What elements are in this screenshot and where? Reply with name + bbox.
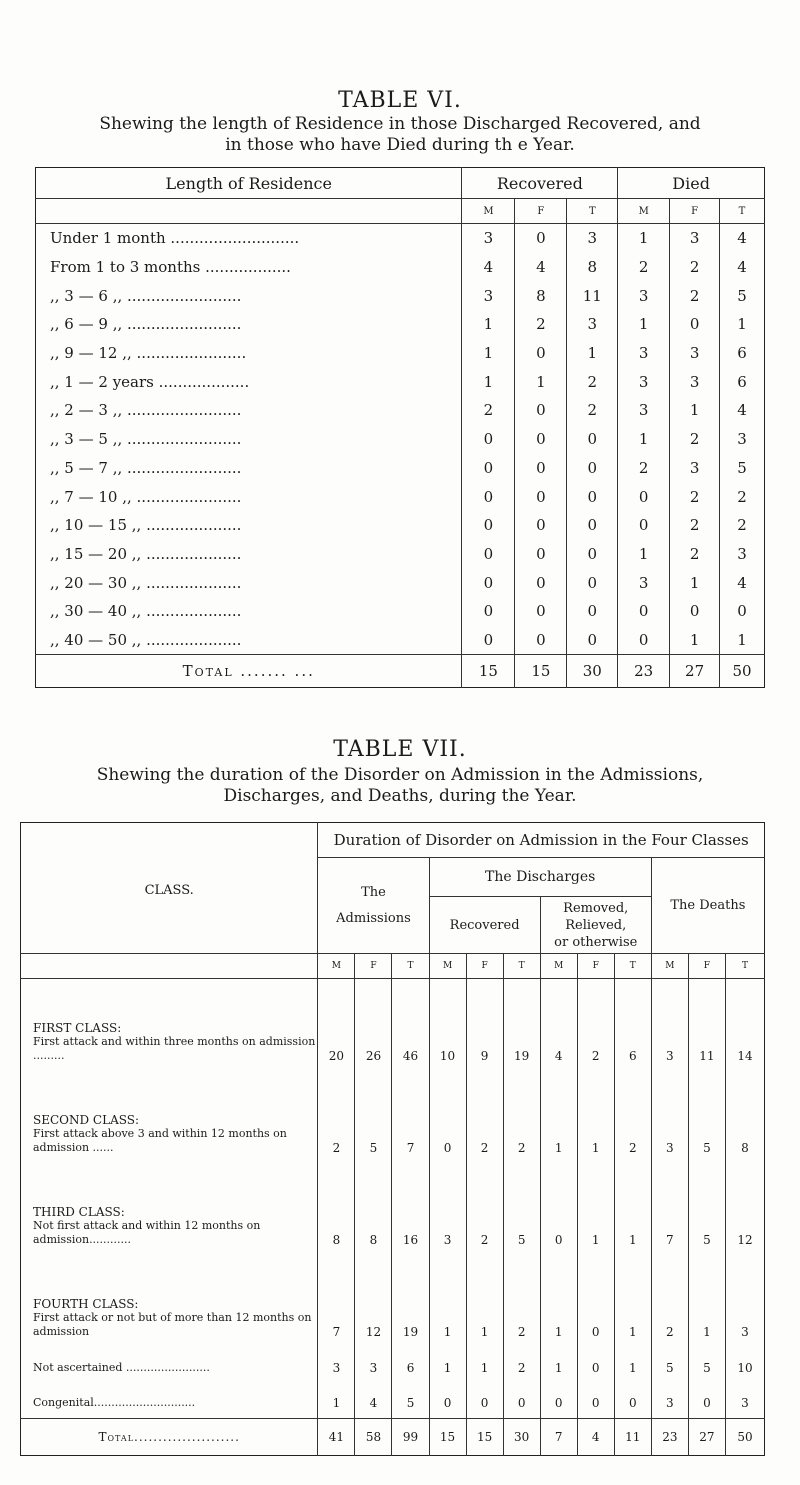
- cell-value: 0: [462, 626, 515, 655]
- cell-value: 0: [567, 511, 618, 540]
- cell-value: 4: [515, 253, 567, 282]
- cell-value: 2: [577, 979, 614, 1071]
- residence-label: ,, 1 — 2 years ...................: [50, 372, 250, 391]
- header-died-t: T: [720, 199, 765, 224]
- class-label: [21, 1347, 318, 1383]
- total-value: 4: [577, 1419, 614, 1456]
- header-blank: [36, 199, 462, 224]
- cell-value: 2: [618, 454, 670, 483]
- table-row: [36, 597, 765, 626]
- cell-value: 4: [720, 568, 765, 597]
- cell-value: 0: [567, 597, 618, 626]
- class-label: [21, 1163, 318, 1255]
- cell-value: 1: [515, 367, 567, 396]
- cell-value: 1: [429, 1347, 466, 1383]
- cell-value: 3: [670, 339, 720, 368]
- table-row: [36, 626, 765, 655]
- cell-value: 0: [462, 454, 515, 483]
- total-value: 7: [540, 1419, 577, 1456]
- total-value: 15: [466, 1419, 503, 1456]
- table-vii: [20, 822, 765, 1456]
- cell-value: 2: [466, 1071, 503, 1163]
- header-f: F: [688, 954, 725, 979]
- cell-value: 5: [720, 454, 765, 483]
- header-admissions-line-2: Admissions: [336, 910, 411, 926]
- class-description: Congenital.............................: [33, 1396, 196, 1409]
- cell-value: 1: [720, 310, 765, 339]
- cell-value: 46: [392, 979, 429, 1071]
- cell-value: 2: [670, 511, 720, 540]
- cell-value: 2: [466, 1163, 503, 1255]
- cell-value: 2: [318, 1071, 355, 1163]
- cell-value: 5: [503, 1163, 540, 1255]
- table-row: [36, 540, 765, 569]
- cell-value: 0: [466, 1383, 503, 1419]
- cell-value: 4: [720, 224, 765, 253]
- cell-value: 6: [720, 367, 765, 396]
- cell-value: 5: [720, 281, 765, 310]
- cell-value: 0: [688, 1383, 725, 1419]
- cell-value: 3: [670, 367, 720, 396]
- cell-value: 7: [318, 1255, 355, 1347]
- header-m: M: [540, 954, 577, 979]
- cell-value: 0: [503, 1383, 540, 1419]
- cell-value: 1: [429, 1255, 466, 1347]
- cell-value: 5: [651, 1347, 688, 1383]
- cell-value: 2: [462, 396, 515, 425]
- table-row: [21, 1071, 765, 1163]
- cell-value: 2: [614, 1071, 651, 1163]
- cell-value: 0: [540, 1163, 577, 1255]
- total-value: 99: [392, 1419, 429, 1456]
- cell-value: 0: [515, 224, 567, 253]
- residence-label: Under 1 month ...........................: [50, 229, 300, 248]
- cell-value: 26: [355, 979, 392, 1071]
- cell-value: 0: [567, 568, 618, 597]
- cell-value: 1: [540, 1255, 577, 1347]
- cell-value: 1: [318, 1383, 355, 1419]
- table-row: [36, 339, 765, 368]
- residence-label: ,, 5 — 7 ,, ........................: [50, 458, 242, 477]
- table-vi: [35, 167, 765, 688]
- cell-value: 3: [355, 1347, 392, 1383]
- cell-value: 4: [720, 396, 765, 425]
- header-t: T: [392, 954, 429, 979]
- cell-value: 2: [670, 281, 720, 310]
- cell-value: 2: [651, 1255, 688, 1347]
- table-row: [21, 979, 765, 1071]
- class-description: Not ascertained ........................: [33, 1360, 210, 1374]
- cell-value: 0: [462, 425, 515, 454]
- cell-value: 1: [540, 1071, 577, 1163]
- table-row: [36, 367, 765, 396]
- cell-value: 7: [651, 1163, 688, 1255]
- table-row: [21, 1255, 765, 1347]
- residence-label: ,, 6 — 9 ,, ........................: [50, 315, 242, 334]
- class-label: [21, 979, 318, 1071]
- table-row: [36, 425, 765, 454]
- cell-value: 0: [462, 482, 515, 511]
- cell-value: 1: [614, 1255, 651, 1347]
- cell-value: 1: [670, 396, 720, 425]
- header-recovered-m: M: [462, 199, 515, 224]
- table-row: [36, 454, 765, 483]
- table-row: [36, 224, 765, 253]
- cell-value: 2: [503, 1347, 540, 1383]
- cell-value: 3: [725, 1383, 764, 1419]
- total-value: 27: [670, 655, 720, 688]
- header-removed-line-1: Removed,: [563, 900, 629, 916]
- residence-label: ,, 10 — 15 ,, ....................: [50, 516, 242, 535]
- cell-value: 8: [567, 253, 618, 282]
- cell-value: 11: [567, 281, 618, 310]
- cell-value: 3: [618, 568, 670, 597]
- cell-value: 0: [462, 511, 515, 540]
- cell-value: 10: [725, 1347, 764, 1383]
- header-t: T: [614, 954, 651, 979]
- cell-value: 1: [688, 1255, 725, 1347]
- header-m: M: [318, 954, 355, 979]
- cell-value: 9: [466, 979, 503, 1071]
- cell-value: 5: [688, 1347, 725, 1383]
- header-removed: [540, 897, 651, 954]
- class-description: First attack above 3 and within 12 months on admission ......: [33, 1126, 287, 1154]
- header-m: M: [429, 954, 466, 979]
- cell-value: 3: [651, 1383, 688, 1419]
- cell-value: 0: [577, 1383, 614, 1419]
- header-recovered-t: T: [567, 199, 618, 224]
- table-vi-subtitle-line-2: in those who have Died during th e Year.: [225, 135, 575, 155]
- table-vi-title: TABLE VI.: [338, 88, 462, 113]
- cell-value: 0: [670, 597, 720, 626]
- cell-value: 3: [651, 1071, 688, 1163]
- cell-value: 1: [577, 1071, 614, 1163]
- header-f: F: [355, 954, 392, 979]
- total-value: 15: [515, 655, 567, 688]
- total-value: 15: [462, 655, 515, 688]
- cell-value: 1: [670, 626, 720, 655]
- cell-value: 5: [355, 1071, 392, 1163]
- cell-value: 1: [577, 1163, 614, 1255]
- table-row: [36, 482, 765, 511]
- cell-value: 1: [670, 568, 720, 597]
- cell-value: 0: [618, 511, 670, 540]
- cell-value: 5: [392, 1383, 429, 1419]
- header-length-of-residence: Length of Residence: [165, 173, 332, 193]
- cell-value: 19: [392, 1255, 429, 1347]
- cell-value: 3: [462, 224, 515, 253]
- table-row: [21, 1163, 765, 1255]
- cell-value: 6: [614, 979, 651, 1071]
- class-description: First attack and within three months on admission .........: [33, 1034, 316, 1062]
- cell-value: 0: [540, 1383, 577, 1419]
- cell-value: 0: [567, 482, 618, 511]
- cell-value: 2: [515, 310, 567, 339]
- total-value: 27: [688, 1419, 725, 1456]
- cell-value: 1: [614, 1347, 651, 1383]
- cell-value: 0: [515, 540, 567, 569]
- cell-value: 1: [614, 1163, 651, 1255]
- residence-label: ,, 20 — 30 ,, ....................: [50, 573, 242, 592]
- cell-value: 14: [725, 979, 764, 1071]
- cell-value: 3: [618, 281, 670, 310]
- class-group-name: FIRST CLASS:: [33, 1020, 122, 1035]
- cell-value: 0: [670, 310, 720, 339]
- table-row: [36, 253, 765, 282]
- cell-value: 2: [670, 540, 720, 569]
- cell-value: 0: [515, 425, 567, 454]
- cell-value: 0: [567, 425, 618, 454]
- cell-value: 0: [429, 1071, 466, 1163]
- header-deaths: The Deaths: [651, 858, 764, 954]
- cell-value: 0: [515, 568, 567, 597]
- cell-value: 16: [392, 1163, 429, 1255]
- cell-value: 3: [651, 979, 688, 1071]
- cell-value: 3: [567, 224, 618, 253]
- table-row: [36, 396, 765, 425]
- header-recovered: Recovered: [462, 168, 618, 199]
- class-group-name: THIRD CLASS:: [33, 1204, 125, 1219]
- cell-value: 1: [462, 339, 515, 368]
- table-row: [21, 1347, 765, 1383]
- cell-value: 20: [318, 979, 355, 1071]
- cell-value: 0: [515, 339, 567, 368]
- cell-value: 10: [429, 979, 466, 1071]
- residence-label: ,, 3 — 5 ,, ........................: [50, 430, 242, 449]
- cell-value: 0: [462, 568, 515, 597]
- cell-value: 0: [567, 454, 618, 483]
- cell-value: 2: [670, 425, 720, 454]
- cell-value: 3: [720, 425, 765, 454]
- cell-value: 12: [725, 1163, 764, 1255]
- cell-value: 0: [577, 1255, 614, 1347]
- cell-value: 4: [355, 1383, 392, 1419]
- total-value: 15: [429, 1419, 466, 1456]
- cell-value: 0: [515, 396, 567, 425]
- cell-value: 3: [618, 396, 670, 425]
- cell-value: 0: [515, 511, 567, 540]
- cell-value: 19: [503, 979, 540, 1071]
- cell-value: 0: [429, 1383, 466, 1419]
- table-row: [36, 568, 765, 597]
- header-recovered-f: F: [515, 199, 567, 224]
- cell-value: 1: [618, 310, 670, 339]
- cell-value: 1: [618, 224, 670, 253]
- cell-value: 0: [577, 1347, 614, 1383]
- table-vii-subtitle-line-1: Shewing the duration of the Disorder on Admission in the Admissions,: [96, 765, 704, 785]
- cell-value: 0: [614, 1383, 651, 1419]
- cell-value: 0: [618, 626, 670, 655]
- header-removed-line-3: or otherwise: [554, 934, 638, 950]
- cell-value: 3: [429, 1163, 466, 1255]
- cell-value: 3: [670, 224, 720, 253]
- header-t: T: [503, 954, 540, 979]
- table-vi-total-row: [36, 655, 765, 688]
- cell-value: 3: [618, 339, 670, 368]
- cell-value: 0: [515, 454, 567, 483]
- cell-value: 0: [515, 482, 567, 511]
- table-row: [36, 310, 765, 339]
- class-group-name: SECOND CLASS:: [33, 1112, 140, 1127]
- cell-value: 3: [670, 454, 720, 483]
- cell-value: 0: [618, 482, 670, 511]
- cell-value: 7: [392, 1071, 429, 1163]
- residence-label: ,, 2 — 3 ,, ........................: [50, 401, 242, 420]
- cell-value: 1: [567, 339, 618, 368]
- total-value: 41: [318, 1419, 355, 1456]
- header-f: F: [577, 954, 614, 979]
- header-admissions-line-1: The: [361, 884, 386, 900]
- header-removed-line-2: Relieved,: [565, 917, 627, 933]
- class-label: [21, 1383, 318, 1419]
- header-class: CLASS.: [21, 823, 318, 954]
- table-vii-title: TABLE VII.: [333, 737, 467, 762]
- cell-value: 3: [318, 1347, 355, 1383]
- cell-value: 8: [725, 1071, 764, 1163]
- table-vii-subtitle-line-2: Discharges, and Deaths, during the Year.: [223, 786, 577, 806]
- cell-value: 2: [670, 253, 720, 282]
- total-value: 50: [720, 655, 765, 688]
- cell-value: 1: [466, 1347, 503, 1383]
- residence-label: ,, 9 — 12 ,, .......................: [50, 344, 247, 363]
- table-vii-subtitle: [0, 765, 800, 807]
- cell-value: 0: [618, 597, 670, 626]
- total-label: Total ....... ...: [36, 655, 462, 688]
- cell-value: 6: [392, 1347, 429, 1383]
- residence-label: ,, 40 — 50 ,, ....................: [50, 630, 242, 649]
- cell-value: 3: [618, 367, 670, 396]
- cell-value: 3: [567, 310, 618, 339]
- total-value: 11: [614, 1419, 651, 1456]
- cell-value: 2: [720, 482, 765, 511]
- residence-label: ,, 15 — 20 ,, ....................: [50, 544, 242, 563]
- cell-value: 0: [567, 626, 618, 655]
- cell-value: 2: [503, 1071, 540, 1163]
- class-label: [21, 1071, 318, 1163]
- class-description: First attack or not but of more than 12 months on admission: [33, 1310, 312, 1338]
- total-label: Total......................: [21, 1419, 318, 1456]
- table-row: [21, 1383, 765, 1419]
- table-vi-subtitle: [0, 114, 800, 156]
- header-duration: Duration of Disorder on Admission in the Four Classes: [318, 823, 765, 858]
- cell-value: 1: [540, 1347, 577, 1383]
- header-t: T: [725, 954, 764, 979]
- cell-value: 0: [720, 597, 765, 626]
- table-vi-subtitle-line-1: Shewing the length of Residence in those Discharged Recovered, and: [99, 114, 701, 134]
- total-value: 23: [651, 1419, 688, 1456]
- cell-value: 0: [515, 626, 567, 655]
- cell-value: 1: [618, 425, 670, 454]
- total-value: 50: [725, 1419, 764, 1456]
- header-recovered: Recovered: [429, 897, 540, 954]
- header-discharges: The Discharges: [429, 858, 651, 897]
- header-admissions: [318, 858, 429, 954]
- cell-value: 1: [720, 626, 765, 655]
- cell-value: 1: [462, 367, 515, 396]
- cell-value: 0: [515, 597, 567, 626]
- total-value: 58: [355, 1419, 392, 1456]
- total-value: 30: [503, 1419, 540, 1456]
- residence-label: ,, 30 — 40 ,, ....................: [50, 602, 242, 621]
- residence-label: ,, 3 — 6 ,, ........................: [50, 286, 242, 305]
- class-description: Not first attack and within 12 months on admission............: [33, 1218, 261, 1246]
- cell-value: 8: [355, 1163, 392, 1255]
- total-value: 23: [618, 655, 670, 688]
- cell-value: 2: [567, 367, 618, 396]
- cell-value: 1: [618, 540, 670, 569]
- cell-value: 5: [688, 1071, 725, 1163]
- cell-value: 3: [725, 1255, 764, 1347]
- table-row: [36, 511, 765, 540]
- header-died-m: M: [618, 199, 670, 224]
- cell-value: 6: [720, 339, 765, 368]
- cell-value: 8: [515, 281, 567, 310]
- cell-value: 11: [688, 979, 725, 1071]
- table-row: [36, 281, 765, 310]
- cell-value: 4: [720, 253, 765, 282]
- residence-label: From 1 to 3 months ..................: [50, 258, 291, 277]
- cell-value: 2: [567, 396, 618, 425]
- cell-value: 4: [462, 253, 515, 282]
- cell-value: 0: [567, 540, 618, 569]
- cell-value: 0: [462, 597, 515, 626]
- header-f: F: [466, 954, 503, 979]
- cell-value: 0: [462, 540, 515, 569]
- header-died: Died: [618, 168, 765, 199]
- class-group-name: FOURTH CLASS:: [33, 1296, 139, 1311]
- cell-value: 12: [355, 1255, 392, 1347]
- cell-value: 8: [318, 1163, 355, 1255]
- cell-value: 2: [720, 511, 765, 540]
- cell-value: 3: [462, 281, 515, 310]
- cell-value: 1: [466, 1255, 503, 1347]
- cell-value: 2: [503, 1255, 540, 1347]
- class-label: [21, 1255, 318, 1347]
- total-value: 30: [567, 655, 618, 688]
- cell-value: 1: [462, 310, 515, 339]
- residence-label: ,, 7 — 10 ,, ......................: [50, 487, 242, 506]
- cell-value: 4: [540, 979, 577, 1071]
- cell-value: 3: [720, 540, 765, 569]
- header-died-f: F: [670, 199, 720, 224]
- cell-value: 2: [670, 482, 720, 511]
- header-blank: [21, 954, 318, 979]
- table-vii-total-row: [21, 1419, 765, 1456]
- cell-value: 5: [688, 1163, 725, 1255]
- header-m: M: [651, 954, 688, 979]
- cell-value: 2: [618, 253, 670, 282]
